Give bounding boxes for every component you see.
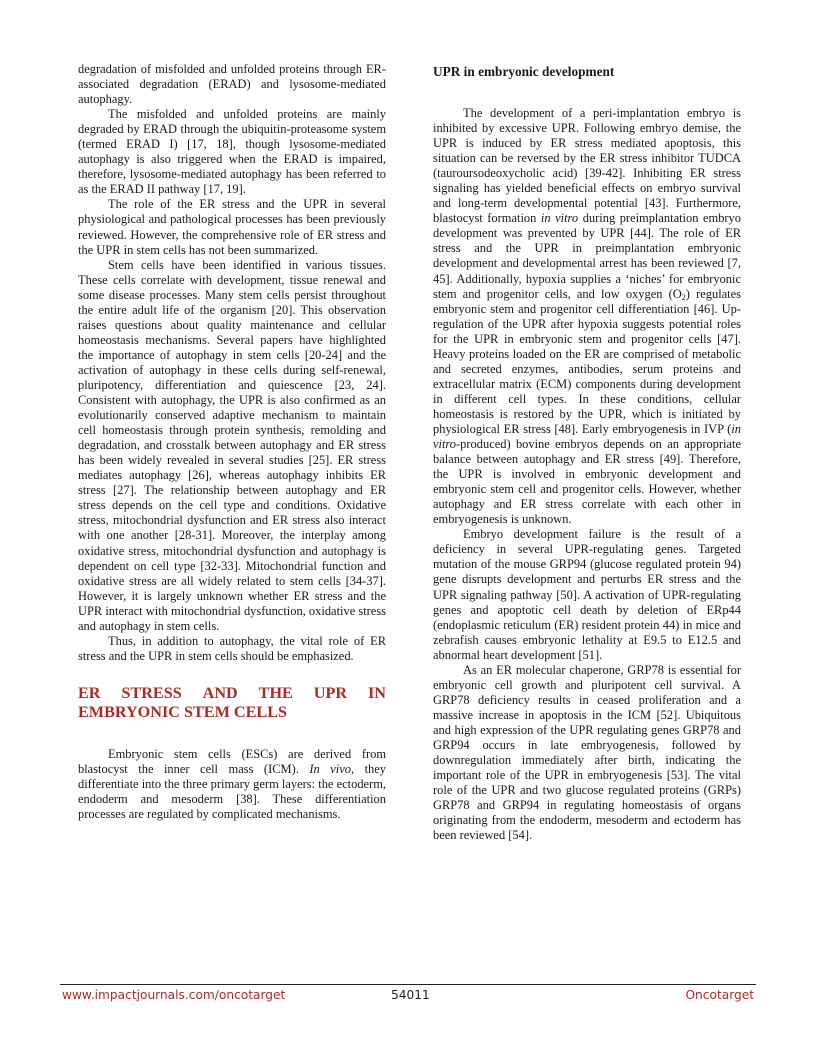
section-heading-line-2: EMBRYONIC STEM CELLS [78, 702, 288, 721]
subsection-heading: UPR in embryonic development [433, 64, 615, 79]
paragraph: Stem cells have been identified in various tissues. These cells correlate with development, tissue renewal and some disease processes. Many stem cells persist throughout the entire adult life of the organism [20]. This observation raises questions about quality maintenance and cellular homeostasis mechanisms. Several papers have highlighted the importance of autophagy in stem cells [20-24] and the activation of autophagy in these cells during self-renewal, pluripotency, differentiation and quiescence [23, 24]. Consistent with autophagy, the UPR is also confirmed as an evolutionarily conserved adaptive mechanism to maintain cell homeostasis through protein synthesis, remolding and degradation, and crosstalk between autophagy and ER stress has been widely revealed in several studies [25]. ER stress mediates autophagy [26], whereas autophagy inhibits ER stress [27]. The relationship between autophagy and ER stress depends on the cell type and conditions. Oxidative stress, mitochondrial dysfunction and ER stress also interact with one another [28-31]. Moreover, the interplay among oxidative stress, mitochondrial dysfunction and autophagy is dependent on cell type [32-33]. Mitochondrial function and oxidative stress are all widely related to stem cells [34-37]. However, it is largely unknown whether ER stress and the UPR interact with mitochondrial dysfunction, oxidative stress and autophagy in stem cells. [78, 257, 386, 633]
italic-text: In vivo [309, 761, 351, 776]
page-number: 54011 [391, 988, 430, 1002]
heading-word: UPR [313, 683, 348, 702]
subscript: 2 [681, 292, 686, 302]
italic-text: in vitro [540, 211, 579, 226]
heading-word: AND [202, 683, 238, 702]
paragraph: As an ER molecular chaperone, GRP78 is essential for embryonic cell growth and pluripotent cell survival. A GRP78 deficiency results in ceased proliferation and a massive increase in apoptosis in the ICM [52]. Ubiquitous and high expression of the UPR regulating genes GRP78 and GRP94 occurs in late embryogenesis, followed by downregulation immediately after birth, indicating the important role of the UPR in embryogenesis [53]. The vital role of the UPR and two glucose regulated proteins (GRPs) GRP78 and GRP94 in regulating homeostasis of organs originating from the endoderm, mesoderm and ectoderm has been reviewed [54]. [433, 662, 741, 843]
text-run: The development of a peri-implantation embryo is inhibited by excessive UPR. Following embryo demise, the UPR is induced by ER stress mediated apoptosis, this situation can be reversed by the ER stress inhibitor TUDCA (tauroursodeoxycholic acid) [39-42]. Inhibiting ER stress signaling has yielded beneficial effects on embryo survival and long-term developmental potential [43]. Furthermore, blastocyst formation [433, 106, 741, 226]
journal-name: Oncotarget [685, 988, 754, 1002]
text-run: ) regulates embryonic stem and progenitor cell differentiation [46]. Up-regulation of the UPR after hypoxia suggests potential roles for the UPR in embryonic stem and progenitor cells [47]. Heavy proteins loaded on the ER are comprised of metabolic and secreted enzymes, antibodies, serum proteins and extracellular matrix (ECM) components during development in different cell types. In these conditions, cellular homeostasis is restored by the UPR, which is initiated by physiological ER stress [48]. Early embryogenesis in IVP ( [433, 286, 741, 436]
text-run: Embryonic stem cells (ESCs) are derived from blastocyst the inner cell mass (ICM). [78, 746, 386, 776]
italic-text: in vitro [433, 421, 741, 452]
paragraph: degradation of misfolded and unfolded proteins through ER-associated degradation (ERAD) and lysosome-mediated autophagy. [78, 62, 386, 107]
section-heading [78, 684, 386, 722]
heading-word: IN [367, 683, 386, 702]
section-heading-line-1 [78, 684, 386, 703]
right-column [433, 62, 741, 843]
paragraph: The misfolded and unfolded proteins are mainly degraded by ERAD through the ubiquitin-proteasome system (termed ERAD I) [17, 18], though lysosome-mediated autophagy is also triggered when the ERAD is impaired, therefore, lysosome-mediated autophagy has been referred to as the ERAD II pathway [17, 19]. [78, 107, 386, 197]
paragraph: Embryo development failure is the result of a deficiency in several UPR-regulating genes. Targeted mutation of the mouse GRP94 (glucose regulated protein 94) gene disrupts development and perturbs ER stress and the UPR signaling pathway [50]. A activation of UPR-regulating genes and apoptotic cell death by deletion of ERp44 (endoplasmic reticulum (ER) resident protein 44) in mice and zebrafish causes embryonic lethality at E9.5 to E12.5 and abnormal heart development [51]. [433, 527, 741, 662]
footer-url-link[interactable]: www.impactjournals.com/oncotarget [62, 988, 286, 1002]
text-run: , they differentiate into the three primary germ layers: the ectoderm, endoderm and mesoderm [38]. These differentiation processes are regulated by complicated mechanisms. [78, 761, 386, 822]
paragraph: Thus, in addition to autophagy, the vital role of ER stress and the UPR in stem cells should be emphasized. [78, 633, 386, 663]
heading-word: STRESS [121, 683, 182, 702]
paragraph [433, 106, 741, 527]
paragraph: The role of the ER stress and the UPR in several physiological and pathological processes has been previously reviewed. However, the comprehensive role of ER stress and the UPR in stem cells has not been summarized. [78, 197, 386, 257]
esc-paragraph [78, 747, 386, 822]
left-column [78, 62, 386, 822]
heading-word: THE [258, 683, 293, 702]
text-run: during preimplantation embryo development was prevented by UPR [44]. The role of ER stress and the UPR in preimplantation embryonic development and developmental arrest has been reviewed [7, 45]. Additionally, hypoxia supplies a ‘niches’ for embryonic stem and progenitor cells, and low oxygen (O [433, 211, 741, 301]
text-run: -produced) bovine embryos depends on an appropriate balance between autophagy and ER stress [49]. Therefore, the UPR is involved in embryonic development and embryonic stem cell and progenitor cells. However, whether autophagy and ER stress correlate with each other in embryogenesis is unknown. [433, 437, 741, 527]
footer-rule [60, 984, 756, 985]
heading-word: ER [78, 683, 101, 702]
